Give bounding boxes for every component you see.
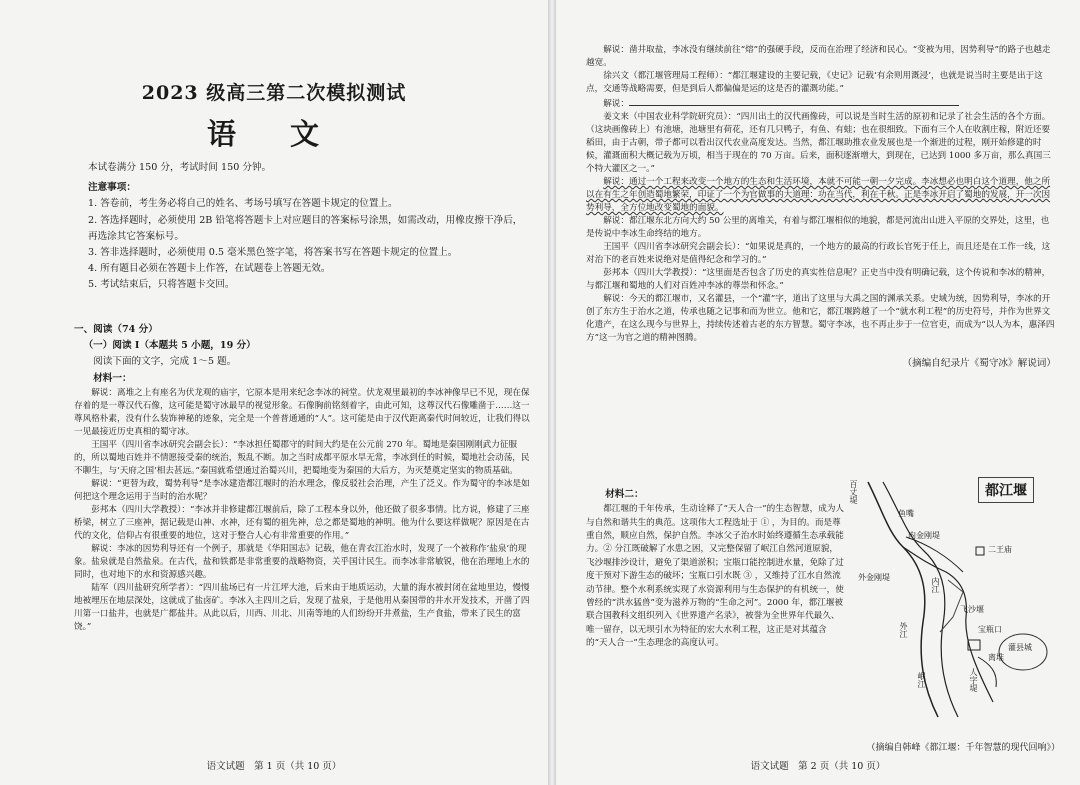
map-label: 二王庙 [988,545,1012,554]
notice-1: 1. 答卷前，考生务必将自己的姓名、考场号填写在答题卡规定的位置上。 [88,198,398,210]
paragraph: 解说：都江堰东北方向大约 50 公里的离堆关，有着与都江堰相似的地貌，都是河流出山进入平原的交界处，这里，也是传说中李冰生命终结的地方。 [586,216,1050,239]
exam-title: 2023 级高三第二次模拟测试 [141,82,407,104]
notice-heading: 注意事项： [88,182,136,194]
paragraph: 解说：离堆之上有座名为伏龙观的庙宇，它原本是用来纪念李冰的祠堂。伏龙观里最初的李冰神像早已不见，现在保存着的是一尊汉代石像，这可能是蜀守冰最早的视觉形象。石像胸前铭刻着字，由此可知，这尊汉代石像雕凿于……这一尊风格朴素，没有什么装饰神秘的迹象，完全是一个普普通通的“人”。这可能是由于汉代距离秦代时间较近，让我们得以一见最接近历史真相的蜀守冰。 [74,387,530,437]
material-2-paragraph: 都江堰的千年传承，生动诠释了“天人合一”的生态智慧，成为人与自然和谐共生的典范。这项伟大工程选址于 ① ，为目的。而是尊重自然，顺应自然，保护自然。李冰父子治水时始终遵循生态承载能力。② 分江既破解了水患之困，又完整保留了岷江自然河道原貌，飞沙堰排沙设计，避免了渠道淤积；宝瓶口能控制进水量，免除了过度干预对下游生态的破坏；宝瓶口引水既 ③ ，又维持了江水自然流动节律。整个水利系统实现了水资源利用与生态保护的有机统一，使曾经的“洪水猛兽”变为滋养万物的“生命之河”。2000 年，都江堰被联合国教科文组织列入《世界遗产名录》，被誉为全世界年代最久、唯一留存，以无坝引水为特征的宏大水利工程，这正是对其蕴含的“天人合一”生态理念的高度认可。 [586,504,845,649]
blank-label: 解说： [603,99,629,109]
map-label: 人字堤 [969,668,978,692]
dujiangyan-map [828,472,1058,722]
paragraph: 解说：“更替为政，蜀势利导”是李冰建造都江堰时的治水理念，像反驳社会治理，产生了泛义。作为蜀守的李冰是如何把这个理念运用于当时的治水呢？ [74,478,530,502]
right-page-footer: 语文试题 第 2 页（共 10 页） [750,761,886,772]
map-label: 内江 [931,577,940,593]
subsection-heading: （一）阅读 I（本题共 5 小题，19 分） [83,340,256,352]
paragraph: 彭邦本（四川大学教授）：“李冰并非修建都江堰前后，除了工程本身以外，他还做了很多事情。比方说，修建了三座桥梁，树立了三座神，据记载是山神、水神，还有蜀的祖先神，总之都是蜀地的神明。他为什么要这样做呢？原因是在古代的文化，信仰占有很重要的地位，这对于整合人心有非常重要的作用。” [74,504,530,541]
underlined-paragraph: 解说：通过一个工程来改变一个地方的生态和生活环境，本就不可能一朝一夕完成。李冰想必也明白这个道理，他之所以在有生之年创造蜀地繁荣，印证了一个为官做事的大道理：功在当代，利在千秋。正是李冰开启了蜀地的发展，开一次因势利导，全方位地改变蜀地的面貌。 [586,177,1051,213]
paragraph: 徐兴文（都江堰管理局工程师）：“都江堰建设的主要记载，《史记》记载‘有余则用溉浸’，也就是说当时主要是出于这点，交通等战略需要，但是到后人都偏偏是运的这是否的灌溉功能。” [586,71,1043,94]
page-gutter [548,0,556,785]
answer-blank-line [586,96,1056,111]
map-label: 离堆 [988,653,1004,662]
map-label: 鱼嘴 [898,509,914,518]
paragraph: 彭邦本（四川大学教授）：“这里面是否包含了历史的真实性信息呢？正史当中没有明确记载，这个传说和李冰的精神，与都江堰和蜀地的人们对百姓冲李冰的尊崇和怀念。” [586,268,1051,291]
notice-3: 3. 答非选择题时，必须使用 0.5 毫米黑色签字笔，将答案书写在答题卡规定的位置上。 [88,247,458,259]
map-label: 外金刚堤 [858,573,890,582]
map-label: 外江 [899,622,908,638]
map-label: 飞沙堰 [960,605,984,614]
material-2-label: 材料二： [605,489,644,500]
notice-2: 2. 答选择题时，必须使用 2B 铅笔将答题卡上对应题目的答案标号涂黑，如需改动，用橡皮擦干净后，再选涂其它答案标号。 [88,214,523,242]
left-page-footer: 语文试题 第 1 页（共 10 页） [206,761,342,772]
material-1-label: 材料一： [93,372,132,384]
subject-title: 语 文 [206,117,342,151]
source-citation-1: （摘编自纪录片《蜀守冰》解说词） [902,357,1056,369]
paragraph: 姜文来（中国农业科学院研究员）：“四川出土的汉代画像砖，可以说是当时生活的原初和记录了社会生活的各个方面。（这块画像砖上）有池塘，池塘里有荷花，还有几只鸭子，有鱼、有蛙；也在很细致。下面有三个人在收割庄稼，附近还要稻田，由于古朝，带子都可以看出汉代农业高度发达。当然，都江堰助推农业发展也是一个渐进的过程，刚开始修建的时候，灌溉面积大概记载为万顷，相当于现在的 70 万亩。后来，面积逐渐增大，到现在，已达到 1000 多万亩，那么真国三个特大灌区之一。” [586,112,1051,174]
paragraph: 陆军（四川盐研究所学者）：“四川盐场已有一片江坪大池，后来由于地质运动，大量的海水被封闭在盆地里边，慢慢地被埋压在地层深处，这就成了盐卤矿。李冰入主四川之后，发现了盐泉，于是他用从秦国带的井水开发技术，开凿了四川第一口盐井，也就是广都盐井。从此以后，川西、川北、川南等地的人们纷纷开井煮盐，生产食盐，带来了民生的富饶。” [74,582,530,632]
paragraph: 解说：李冰的因势利导还有一个例子，那就是《华阳国志》记载，他在青衣江治水时，发现了一个被称作‘盐泉’的现象。盐泉就是自然盐泉。在古代，盐和铁都是非常重要的战略物资，关乎国计民生。而李冰非常敏锐，他在治理地上水的同时，也对地下的水和资源感兴趣。 [74,543,530,580]
map-label: 灌县城 [1008,643,1032,652]
map-label: 岷江 [917,672,926,688]
paragraph: 解说：凿井取盐，李冰没有继续前往“熔”的强硬手段，反而在治理了经济和民心。“变被为用，因势利导”的路子也越走越宽。 [586,45,1051,68]
paragraph: 王国平（四川省李冰研究会副会长）：“如果说是真的，一个地方的最高的行政长官死于任上，而且还是在工作一线，这对治下的老百姓来说绝对是值得纪念和学习的。” [586,242,1051,265]
blank-line [629,96,959,106]
paragraph: 解说：今天的都江堰市，又名灌县，一个“灌”字，道出了这里与大禹之国的渊承关系。史域为统，因势利导，李冰的开创了东方生于治水之道，传承也随之记事和而为世立。他和它，都江堰跨越了一个“就水利工程”的历史符号，并作为世界文化遗产，在这么现今与世界上，持续传述着古老的东方智慧。蜀守李冰，也不再止步于一位官吏，而成为“以人为本，惠泽四方”这一为官之道的精神图腾。 [586,294,1055,343]
intro-text: 本试卷满分 150 分，考试时间 150 分钟。 [88,162,272,173]
map-title-stamp: 都江堰 [978,477,1034,503]
instruction-text: 阅读下面的文字，完成 1～5 题。 [93,356,237,368]
map-label: 宝瓶口 [978,625,1002,634]
map-drawing [828,472,1058,722]
notice-5: 5. 考试结束后，只将答题卡交回。 [88,279,235,291]
source-citation-2: （摘编自韩峰《都江堰：千年智慧的现代回响》） [866,743,1060,753]
section-heading: 一、阅读（74 分） [74,324,158,335]
map-label: 内金刚堤 [908,531,940,540]
paragraph: 王国平（四川省李冰研究会副会长）：“李冰担任蜀郡守的时间大约是在公元前 270 年。蜀地是秦国刚刚武力征服的，所以蜀地百姓并不情愿接受秦的统治，叛乱不断。加之当时成都平原水旱无常，李冰到任的时候，蜀地社会动荡，民不聊生，与‘天府之国’相去甚远。”秦国就希望通过治蜀兴川，把蜀地变为秦国的大后方，为灭楚奠定坚实的物质基础。 [74,439,530,476]
notice-4: 4. 所有题目必须在答题卡上作答，在试题卷上答题无效。 [88,263,331,275]
map-label: 百丈堤 [849,480,858,504]
